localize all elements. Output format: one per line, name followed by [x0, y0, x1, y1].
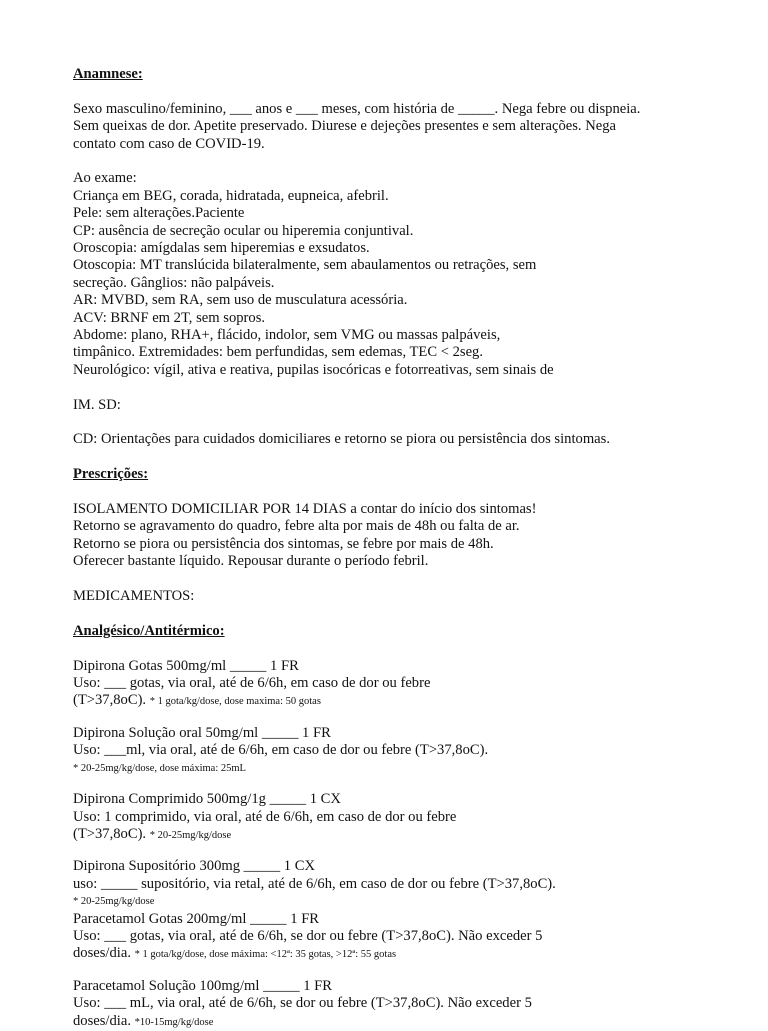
exame-line: Oroscopia: amígdalas sem hiperemias e exsudatos.	[73, 240, 370, 257]
med-title: Dipirona Solução oral 50mg/ml _____ 1 FR	[73, 724, 331, 741]
anamnese-line: Sexo masculino/feminino, ___ anos e ___ meses, com história de _____. Nega febre ou dispneia.	[73, 100, 641, 117]
exame-line: Ao exame:	[73, 170, 137, 187]
exame-line: Neurológico: vígil, ativa e reativa, pupilas isocóricas e fotorreativas, sem sinais de	[73, 361, 554, 378]
dose-note: * 20-25mg/kg/dose	[149, 829, 232, 841]
analgesico-heading: Analgésico/Antitérmico:	[73, 622, 225, 639]
med-usage-cont	[73, 826, 713, 844]
med-usage-cont	[73, 692, 713, 710]
exame-line: AR: MVBD, sem RA, sem uso de musculatura acessória.	[73, 292, 408, 309]
cd-line: CD: Orientações para cuidados domiciliares e retorno se piora ou persistência dos sintomas.	[73, 431, 610, 448]
prescricao-line: Oferecer bastante líquido. Repousar durante o período febril.	[73, 553, 429, 570]
exame-line: secreção. Gânglios: não palpáveis.	[73, 274, 275, 291]
med-usage: uso: _____ supositório, via retal, até de 6/6h, em caso de dor ou febre (T>37,8oC).	[73, 875, 556, 892]
med-title: Dipirona Comprimido 500mg/1g _____ 1 CX	[73, 791, 341, 808]
med-usage-cont-text: (T>37,8oC).	[73, 692, 150, 709]
dose-note: * 20-25mg/kg/dose, dose máxima: 25mL	[73, 762, 246, 774]
dose-note: * 1 gota/kg/dose, dose máxima: <12ª: 35 gotas, >12ª: 55 gotas	[134, 949, 397, 961]
exame-line: CP: ausência de secreção ocular ou hiperemia conjuntival.	[73, 222, 414, 239]
med-usage-cont	[73, 1013, 713, 1031]
med-title: Dipirona Gotas 500mg/ml _____ 1 FR	[73, 657, 299, 674]
exame-line: Abdome: plano, RHA+, flácido, indolor, sem VMG ou massas palpáveis,	[73, 327, 501, 344]
prescricoes-heading: Prescrições:	[73, 466, 149, 483]
med-usage: Uso: ___ml, via oral, até de 6/6h, em caso de dor ou febre (T>37,8oC).	[73, 742, 489, 759]
med-title: Paracetamol Gotas 200mg/ml _____ 1 FR	[73, 910, 320, 927]
dose-note: *10-15mg/kg/dose	[134, 1016, 214, 1028]
anamnese-line: Sem queixas de dor. Apetite preservado. Diurese e dejeções presentes e sem alterações. Nega	[73, 118, 616, 135]
dose-note: * 20-25mg/kg/dose	[73, 896, 155, 908]
med-usage: Uso: ___ mL, via oral, até de 6/6h, se dor ou febre (T>37,8oC). Não exceder 5	[73, 995, 532, 1012]
exame-line: Criança em BEG, corada, hidratada, eupneica, afebril.	[73, 187, 389, 204]
med-usage: Uso: ___ gotas, via oral, até de 6/6h, se dor ou febre (T>37,8oC). Não exceder 5	[73, 927, 543, 944]
exame-line: timpânico. Extremidades: bem perfundidas, sem edemas, TEC < 2seg.	[73, 344, 484, 361]
medicamentos-label: MEDICAMENTOS:	[73, 588, 195, 605]
med-title: Paracetamol Solução 100mg/ml _____ 1 FR	[73, 977, 333, 994]
im-sd-line: IM. SD:	[73, 396, 121, 413]
anamnese-line: contato com caso de COVID-19.	[73, 135, 265, 152]
exame-line: Otoscopia: MT translúcida bilateralmente, sem abaulamentos ou retrações, sem	[73, 257, 537, 274]
med-usage: Uso: ___ gotas, via oral, até de 6/6h, em caso de dor ou febre	[73, 675, 431, 692]
anamnese-heading: Anamnese:	[73, 66, 143, 82]
prescricao-line: Retorno se agravamento do quadro, febre alta por mais de 48h ou falta de ar.	[73, 518, 520, 535]
med-title: Dipirona Supositório 300mg _____ 1 CX	[73, 858, 316, 875]
med-usage: Uso: 1 comprimido, via oral, até de 6/6h, em caso de dor ou febre	[73, 808, 457, 825]
prescricao-line: ISOLAMENTO DOMICILIAR POR 14 DIAS a contar do início dos sintomas!	[73, 501, 537, 518]
dose-note: * 1 gota/kg/dose, dose maxima: 50 gotas	[149, 696, 321, 708]
med-usage-cont-text: doses/dia.	[73, 945, 135, 962]
document-body	[73, 66, 713, 1031]
med-usage-cont-text: (T>37,8oC).	[73, 825, 150, 842]
med-usage-cont	[73, 945, 713, 963]
med-usage-cont-text: doses/dia.	[73, 1012, 135, 1029]
exame-line: ACV: BRNF em 2T, sem sopros.	[73, 309, 266, 326]
exame-line: Pele: sem alterações.Paciente	[73, 205, 245, 222]
prescricao-line: Retorno se piora ou persistência dos sintomas, se febre por mais de 48h.	[73, 535, 494, 552]
